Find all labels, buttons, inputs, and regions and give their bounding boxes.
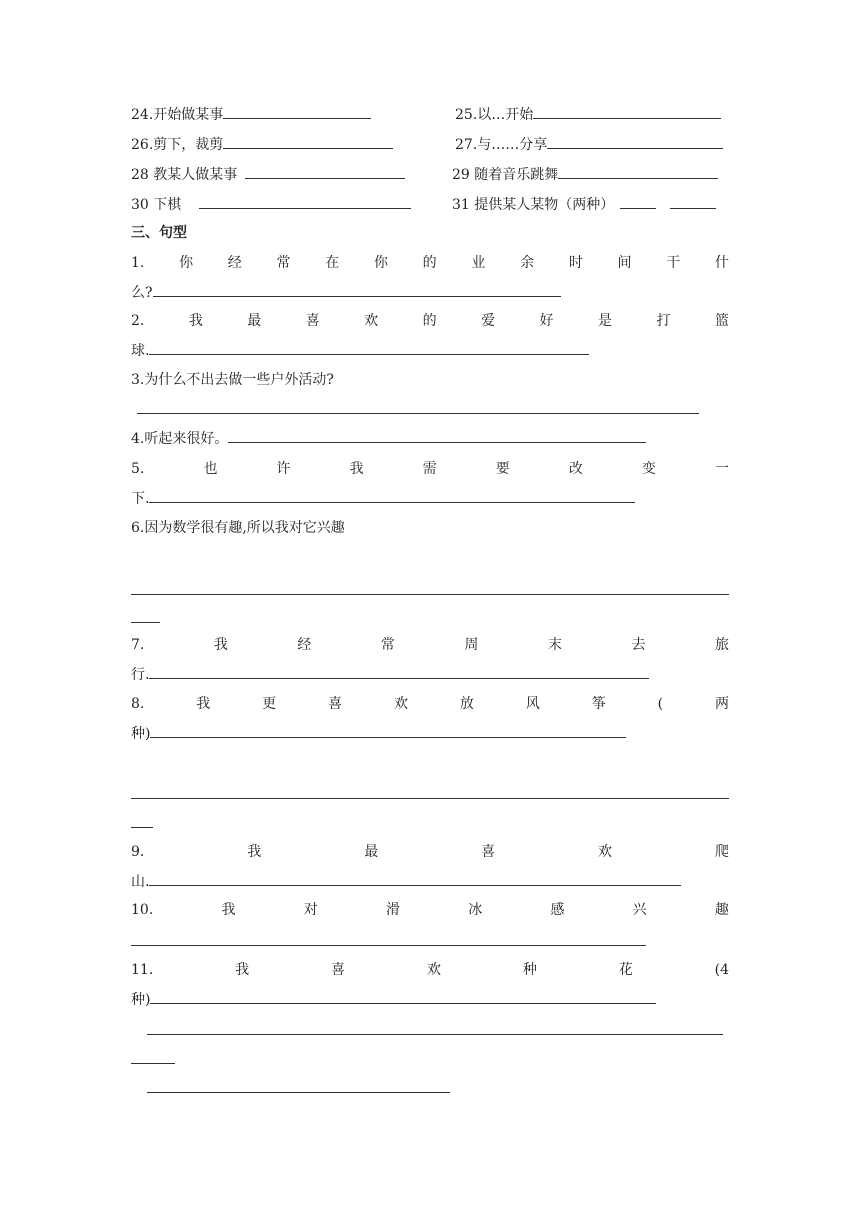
vocab-29-text: 29 随着音乐跳舞 [452,167,559,183]
s1-char: 常 [276,255,291,271]
s11-tail: 种) [131,992,151,1008]
vocab-28-text: 28 教某人做某事 [131,167,238,183]
s8-char: 喜 [328,696,343,712]
s10-char: 对 [303,902,318,918]
s1-char: 你 [373,255,388,271]
vocab-30-text: 30 下棋 [131,197,182,213]
s11-char: 我 [235,962,250,978]
s2-char: 我 [188,313,203,329]
sentence-5 [131,459,729,479]
s1-char: 的 [422,255,437,271]
s9-char: 喜 [481,844,496,860]
vocab-item-31 [452,194,716,215]
s4-text: 4.听起来很好。 [131,431,229,447]
s8-char: 欢 [393,696,408,712]
s11-char: (4 [714,962,729,978]
sentence-7 [131,635,729,655]
answer-line-s11b[interactable] [147,1092,450,1093]
s2-char: 2. [131,313,145,329]
s10-char: 感 [550,902,565,918]
vocab-item-24 [131,104,371,125]
s1-char: 干 [666,255,681,271]
s8-char: 风 [525,696,540,712]
s1-char: 1. [131,255,145,271]
s5-char: 变 [641,461,656,477]
s7-char: 末 [547,637,562,653]
s1-char: 你 [179,255,194,271]
s10-char: 滑 [385,902,400,918]
s9-char: 9. [131,844,145,860]
s8-char: 更 [262,696,277,712]
sentence-3: 3.为什么不出去做一些户外活动? [131,372,334,388]
answer-line-s8-tail[interactable] [131,827,153,828]
s8-tail: 种) [131,726,151,742]
answer-blank-28[interactable] [245,164,405,179]
answer-blank-27[interactable] [547,134,723,149]
s2-char: 欢 [364,313,379,329]
s11-char: 欢 [426,962,441,978]
s7-char: 经 [297,637,312,653]
s10-char: 10. [131,902,154,918]
s11-char: 种 [522,962,537,978]
answer-line-s11a[interactable] [147,1034,723,1035]
s8-char: 筝 [591,696,606,712]
s9-tail: 山. [131,874,150,890]
vocab-item-30 [131,194,411,215]
sentence-4 [131,428,646,449]
s9-char: 爬 [714,844,729,860]
s10-char: 我 [221,902,236,918]
s2-char: 最 [247,313,262,329]
answer-blank-s4[interactable] [228,428,646,443]
sentence-8-continuation [131,723,626,744]
s11-char: 11. [131,962,154,978]
answer-blank-s1[interactable] [153,282,561,297]
vocab-31-text: 31 提供某人某物（两种） [452,197,615,213]
vocab-item-29 [452,164,718,185]
s1-char: 经 [227,255,242,271]
s2-char: 是 [597,313,612,329]
s7-char: 旅 [714,637,729,653]
s1-char: 业 [471,255,486,271]
s8-char: 8. [131,696,145,712]
s1-char: 间 [617,255,632,271]
answer-blank-s5[interactable] [149,488,635,503]
s5-char: 需 [422,461,437,477]
s5-char: 也 [203,461,218,477]
answer-line-s6[interactable] [131,594,729,595]
s7-tail: 行. [131,667,150,683]
answer-blank-25[interactable] [533,104,721,119]
answer-blank-s11[interactable] [150,989,656,1004]
vocab-item-25 [455,104,721,125]
s8-char: ( [657,696,664,712]
sentence-9-continuation [131,871,681,892]
s10-char: 趣 [714,902,729,918]
s2-char: 的 [422,313,437,329]
section-heading: 三、句型 [131,225,187,241]
s7-char: 7. [131,637,145,653]
answer-blank-24[interactable] [223,104,371,119]
sentence-2 [131,311,729,331]
sentence-9 [131,842,729,862]
sentence-10 [131,900,729,920]
answer-line-s3[interactable] [137,413,699,414]
sentence-5-continuation [131,488,635,509]
sentence-2-continuation [131,340,589,361]
s2-tail: 球. [131,343,150,359]
s7-char: 常 [380,637,395,653]
answer-blank-s9[interactable] [149,871,681,886]
s11-char: 花 [618,962,633,978]
s1-char: 什 [714,255,729,271]
s7-char: 周 [464,637,479,653]
vocab-25-text: 25.以…开始 [455,107,534,123]
s5-tail: 下. [131,491,150,507]
s11-char: 喜 [331,962,346,978]
vocab-27-text: 27.与……分享 [455,137,548,153]
answer-line-s8[interactable] [131,798,729,799]
answer-blank-30[interactable] [199,194,411,209]
vocab-item-27 [455,134,723,155]
answer-blank-s8[interactable] [150,723,626,738]
s2-char: 打 [656,313,671,329]
answer-blank-31a[interactable] [620,194,656,209]
s1-char: 余 [520,255,535,271]
s7-char: 去 [631,637,646,653]
answer-blank-26[interactable] [223,134,393,149]
s1-char: 在 [325,255,340,271]
s9-char: 最 [364,844,379,860]
vocab-item-28 [131,164,405,185]
s5-char: 一 [714,461,729,477]
s9-char: 欢 [598,844,613,860]
sentence-1 [131,253,729,273]
sentence-11 [131,960,729,980]
s2-char: 喜 [305,313,320,329]
sentence-1-continuation [131,282,561,303]
s10-char: 冰 [468,902,483,918]
s9-char: 我 [247,844,262,860]
s5-char: 我 [349,461,364,477]
answer-line-s6-tail[interactable] [131,622,160,623]
s2-char: 爱 [481,313,496,329]
s8-char: 我 [196,696,211,712]
s8-char: 放 [459,696,474,712]
s5-char: 许 [276,461,291,477]
answer-blank-29[interactable] [558,164,718,179]
s10-char: 兴 [632,902,647,918]
vocab-item-26 [131,134,393,155]
s5-char: 要 [495,461,510,477]
s8-char: 两 [714,696,729,712]
s5-char: 5. [131,461,145,477]
s1-char: 时 [568,255,583,271]
s5-char: 改 [568,461,583,477]
s7-char: 我 [213,637,228,653]
vocab-26-text: 26.剪下，裁剪 [131,137,224,153]
sentence-6: 6.因为数学很有趣,所以我对它兴趣 [131,520,345,536]
s1-tail: 么? [131,285,153,301]
answer-line-s11a-tail[interactable] [131,1063,175,1064]
answer-line-s10[interactable] [131,945,646,946]
sentence-8 [131,694,729,714]
answer-blank-s7[interactable] [149,664,649,679]
s2-char: 好 [539,313,554,329]
vocab-24-text: 24.开始做某事 [131,107,224,123]
answer-blank-31b[interactable] [670,194,716,209]
sentence-7-continuation [131,664,649,685]
answer-blank-s2[interactable] [149,340,589,355]
s2-char: 篮 [714,313,729,329]
sentence-11-continuation [131,989,656,1010]
